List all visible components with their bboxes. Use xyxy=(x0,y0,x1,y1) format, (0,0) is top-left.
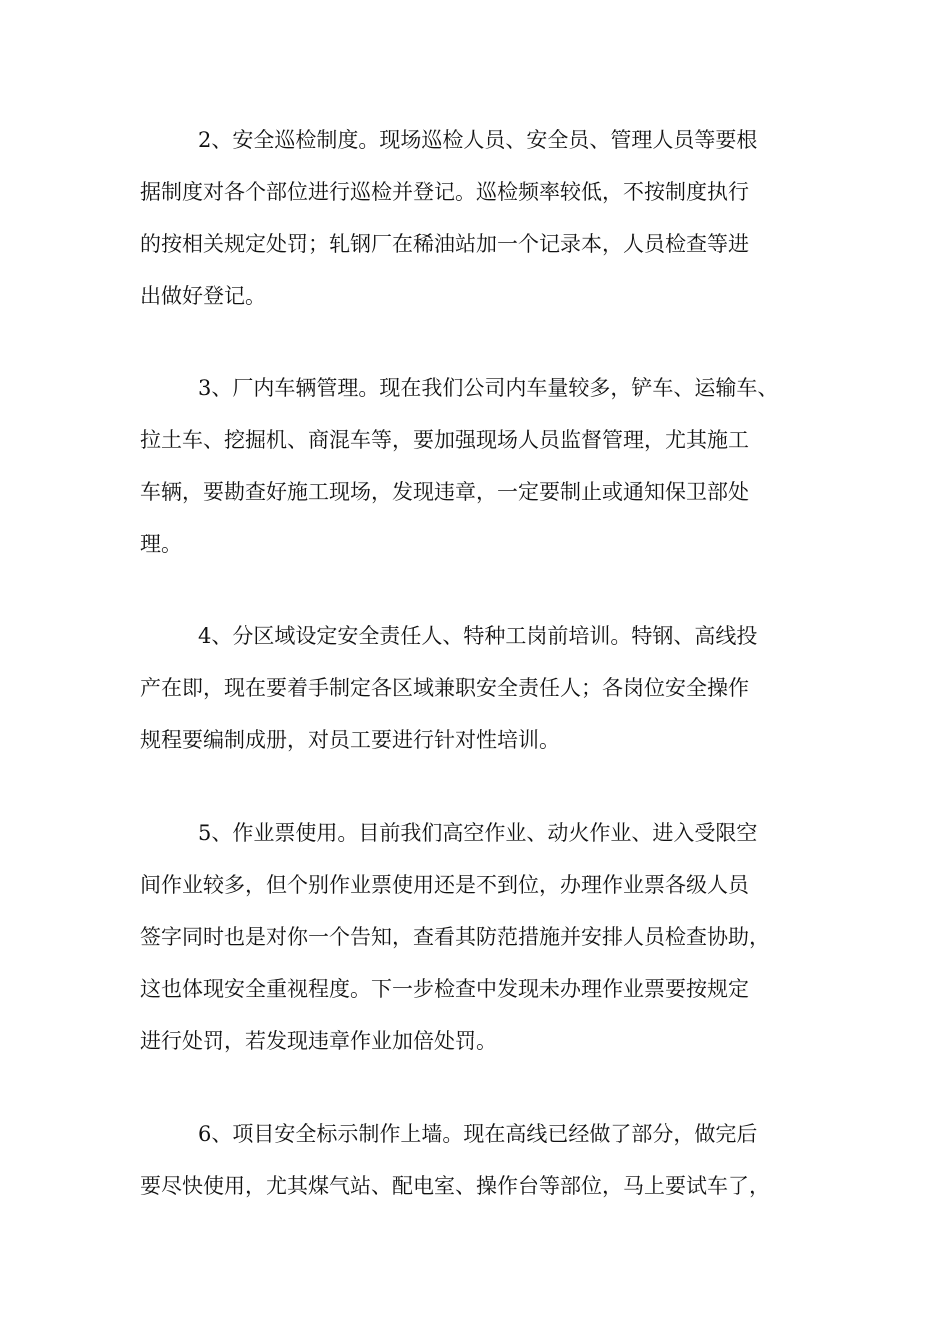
paragraph-line: 进行处罚，若发现违章作业加倍处罚。 xyxy=(140,1029,497,1053)
paragraph-line: 产在即，现在要着手制定各区域兼职安全责任人；各岗位安全操作 xyxy=(140,676,749,700)
paragraph-line: 理。 xyxy=(140,532,182,556)
paragraph-line: 要尽快使用，尤其煤气站、配电室、操作台等部位，马上要试车了， xyxy=(140,1174,770,1198)
paragraph-line: 间作业较多，但个别作业票使用还是不到位，办理作业票各级人员 xyxy=(140,873,749,897)
paragraph-line: 车辆，要勘查好施工现场，发现违章，一定要制止或通知保卫部处 xyxy=(140,480,749,504)
paragraph-line: 据制度对各个部位进行巡检并登记。巡检频率较低，不按制度执行 xyxy=(140,180,749,204)
paragraph-safety-inspection xyxy=(140,114,800,322)
paragraph-line: 2、安全巡检制度。现场巡检人员、安全员、管理人员等要根 xyxy=(198,128,758,152)
paragraph-line: 5、作业票使用。目前我们高空作业、动火作业、进入受限空 xyxy=(198,821,758,845)
paragraph-line: 规程要编制成册，对员工要进行针对性培训。 xyxy=(140,728,560,752)
paragraph-line: 出做好登记。 xyxy=(140,284,266,308)
paragraph-safety-signage xyxy=(140,1108,800,1212)
paragraph-work-permit xyxy=(140,807,800,1067)
paragraph-zone-responsibility xyxy=(140,610,800,766)
paragraph-vehicle-management xyxy=(140,362,800,570)
paragraph-line: 拉土车、挖掘机、商混车等，要加强现场人员监督管理，尤其施工 xyxy=(140,428,749,452)
paragraph-line: 4、分区域设定安全责任人、特种工岗前培训。特钢、高线投 xyxy=(198,624,758,648)
paragraph-line: 签字同时也是对你一个告知，查看其防范措施并安排人员检查协助， xyxy=(140,925,770,949)
paragraph-line: 的按相关规定处罚；轧钢厂在稀油站加一个记录本，人员检查等进 xyxy=(140,232,749,256)
paragraph-line: 这也体现安全重视程度。下一步检查中发现未办理作业票要按规定 xyxy=(140,977,749,1001)
paragraph-line: 3、厂内车辆管理。现在我们公司内车量较多，铲车、运输车、 xyxy=(198,376,779,400)
paragraph-line: 6、项目安全标示制作上墙。现在高线已经做了部分，做完后 xyxy=(198,1122,758,1146)
